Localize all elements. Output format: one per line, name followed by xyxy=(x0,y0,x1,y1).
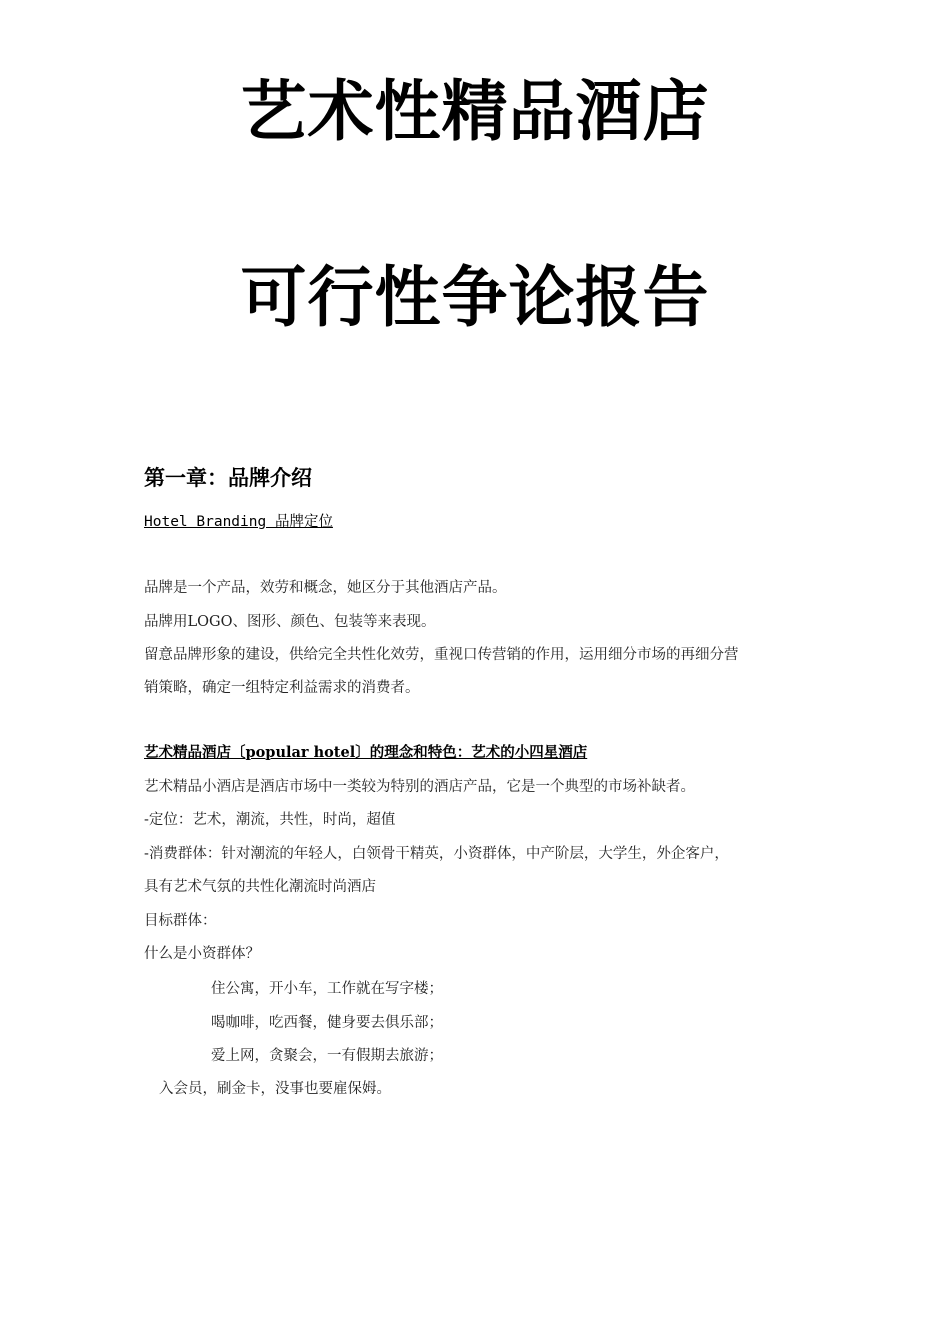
paragraph: 艺术精品小酒店是酒店市场中一类较为特别的酒店产品，它是一个典型的市场补缺者。 xyxy=(144,779,695,795)
section-heading-branding: Hotel Branding 品牌定位 xyxy=(144,514,333,530)
list-item-positioning: -定位：艺术，潮流，共性，时尚，超值 xyxy=(144,812,396,828)
list-item-consumers: -消费群体：针对潮流的年轻人，白领骨干精英，小资群体，中产阶层，大学生，外企客户， xyxy=(144,846,729,862)
section-heading-concept: 艺术精品酒店〔popular hotel〕的理念和特色：艺术的小四星酒店 xyxy=(144,744,588,761)
verse-line: 入会员，刷金卡，没事也要雇保姆。 xyxy=(159,1081,391,1097)
verse-line: 喝咖啡，吃西餐，健身要去俱乐部； xyxy=(211,1015,443,1031)
paragraph: 目标群体： xyxy=(144,913,217,929)
document-title-line-1: 艺术性精品酒店 xyxy=(240,73,710,150)
verse-line: 爱上网，贪聚会，一有假期去旅游； xyxy=(211,1048,443,1064)
paragraph: 品牌是一个产品，效劳和概念，她区分于其他酒店产品。 xyxy=(144,580,507,596)
paragraph: 留意品牌形象的建设，供给完全共性化效劳，重视口传营销的作用，运用细分市场的再细分营 xyxy=(144,647,739,663)
paragraph: 具有艺术气氛的共性化潮流时尚酒店 xyxy=(144,879,376,895)
paragraph: 销策略，确定一组特定利益需求的消费者。 xyxy=(144,680,420,696)
document-title-line-2: 可行性争论报告 xyxy=(240,259,710,336)
paragraph: 什么是小资群体？ xyxy=(144,946,260,962)
verse-line: 住公寓，开小车，工作就在写字楼； xyxy=(211,981,443,997)
chapter-heading: 第一章：品牌介绍 xyxy=(144,466,312,490)
paragraph: 品牌用LOGO、图形、颜色、包装等来表现。 xyxy=(144,614,436,630)
